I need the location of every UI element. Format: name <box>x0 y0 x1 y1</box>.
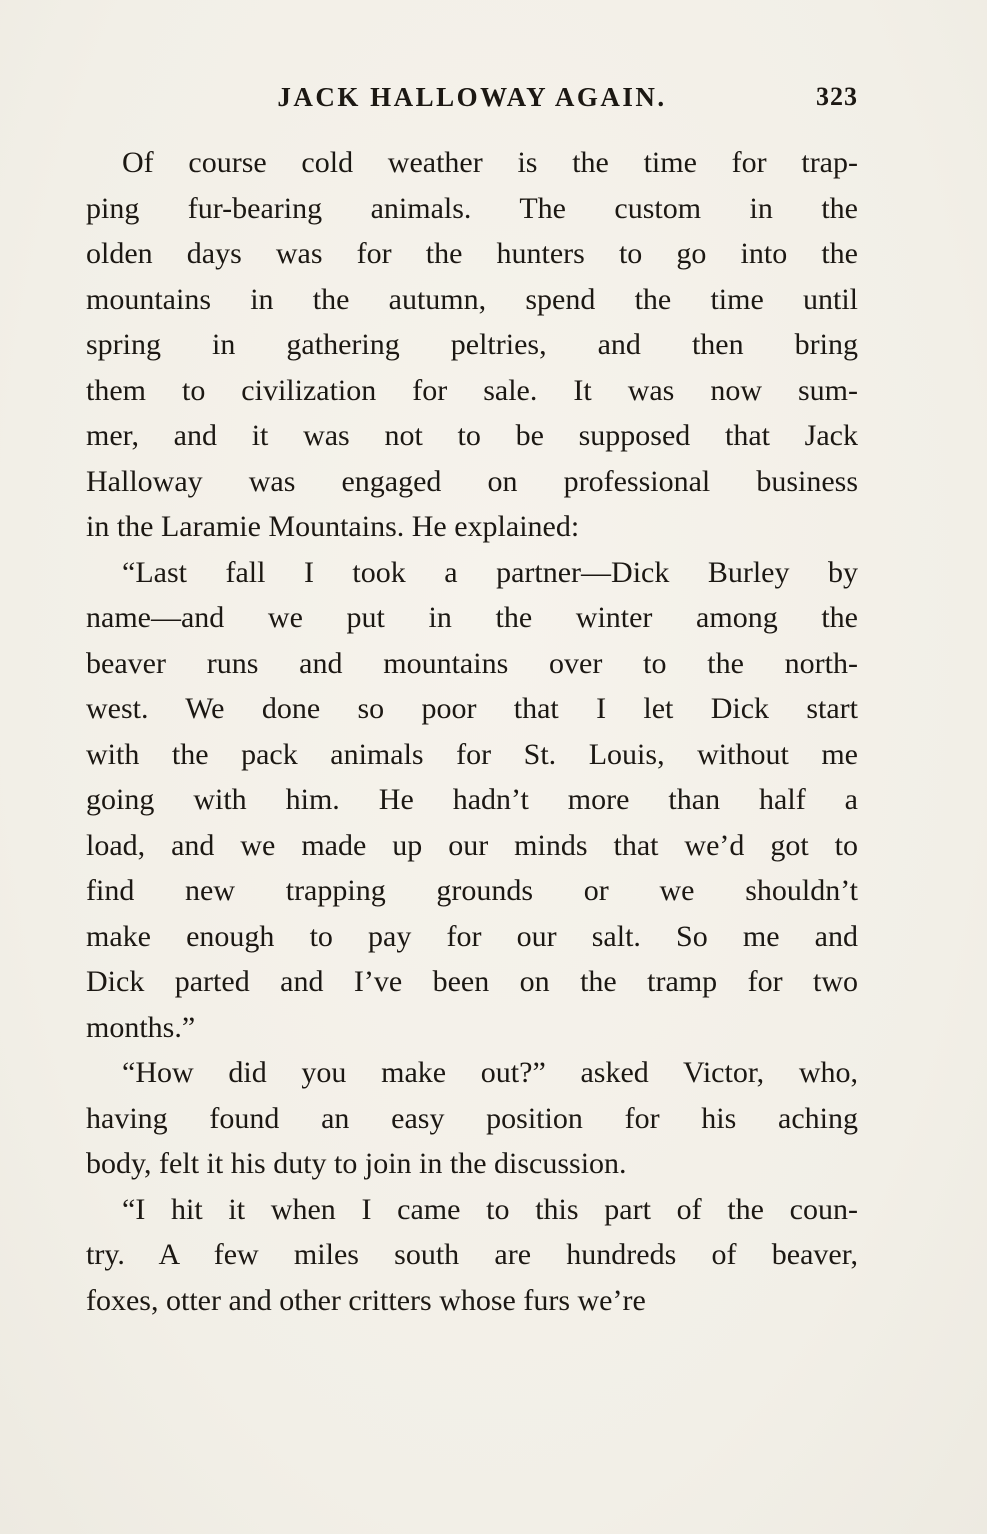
paragraph <box>86 140 858 550</box>
text-line: “Last fall I took a partner—Dick Burley by <box>122 555 858 589</box>
text-line: body, felt it his duty to join in the discussion. <box>86 1147 627 1180</box>
text-line: months.” <box>86 1010 196 1044</box>
paragraph <box>86 550 858 1051</box>
text-line: with the pack animals for St. Louis, without me <box>86 737 858 771</box>
running-head <box>86 82 858 116</box>
text-line: them to civilization for sale. It was now sum- <box>86 373 858 407</box>
text-line: beaver runs and mountains over to the north- <box>86 646 858 680</box>
text-block <box>86 140 858 1323</box>
text-line: in the Laramie Mountains. He explained: <box>86 510 580 543</box>
text-line: mountains in the autumn, spend the time until <box>86 282 858 316</box>
paragraph <box>86 1187 858 1324</box>
text-line: going with him. He hadn’t more than half a <box>86 783 858 816</box>
text-line: load, and we made up our minds that we’d got to <box>86 828 858 862</box>
text-line: Halloway was engaged on professional business <box>86 464 858 498</box>
paragraph <box>86 1050 858 1187</box>
text-line: having found an easy position for his aching <box>86 1101 858 1135</box>
text-line: olden days was for the hunters to go into the <box>86 237 858 270</box>
page-number: 323 <box>816 82 858 111</box>
text-line: west. We done so poor that I let Dick start <box>86 692 858 725</box>
text-line: find new trapping grounds or we shouldn’t <box>86 874 858 907</box>
text-line: try. A few miles south are hundreds of beaver, <box>86 1238 858 1271</box>
text-line: mer, and it was not to be supposed that Jack <box>86 419 858 452</box>
text-line: foxes, otter and other critters whose furs we’re <box>86 1283 646 1317</box>
page-title: JACK HALLOWAY AGAIN. <box>277 82 667 112</box>
text-line: “I hit it when I came to this part of the coun- <box>122 1192 858 1226</box>
text-line: ping fur-bearing animals. The custom in the <box>86 191 858 225</box>
text-line: “How did you make out?” asked Victor, who, <box>122 1056 858 1089</box>
text-line: Of course cold weather is the time for trap- <box>122 146 858 179</box>
text-line: Dick parted and I’ve been on the tramp for two <box>86 965 858 998</box>
text-line: make enough to pay for our salt. So me and <box>86 919 858 953</box>
text-line: spring in gathering peltries, and then bring <box>86 328 858 361</box>
text-line: name—and we put in the winter among the <box>86 601 858 634</box>
